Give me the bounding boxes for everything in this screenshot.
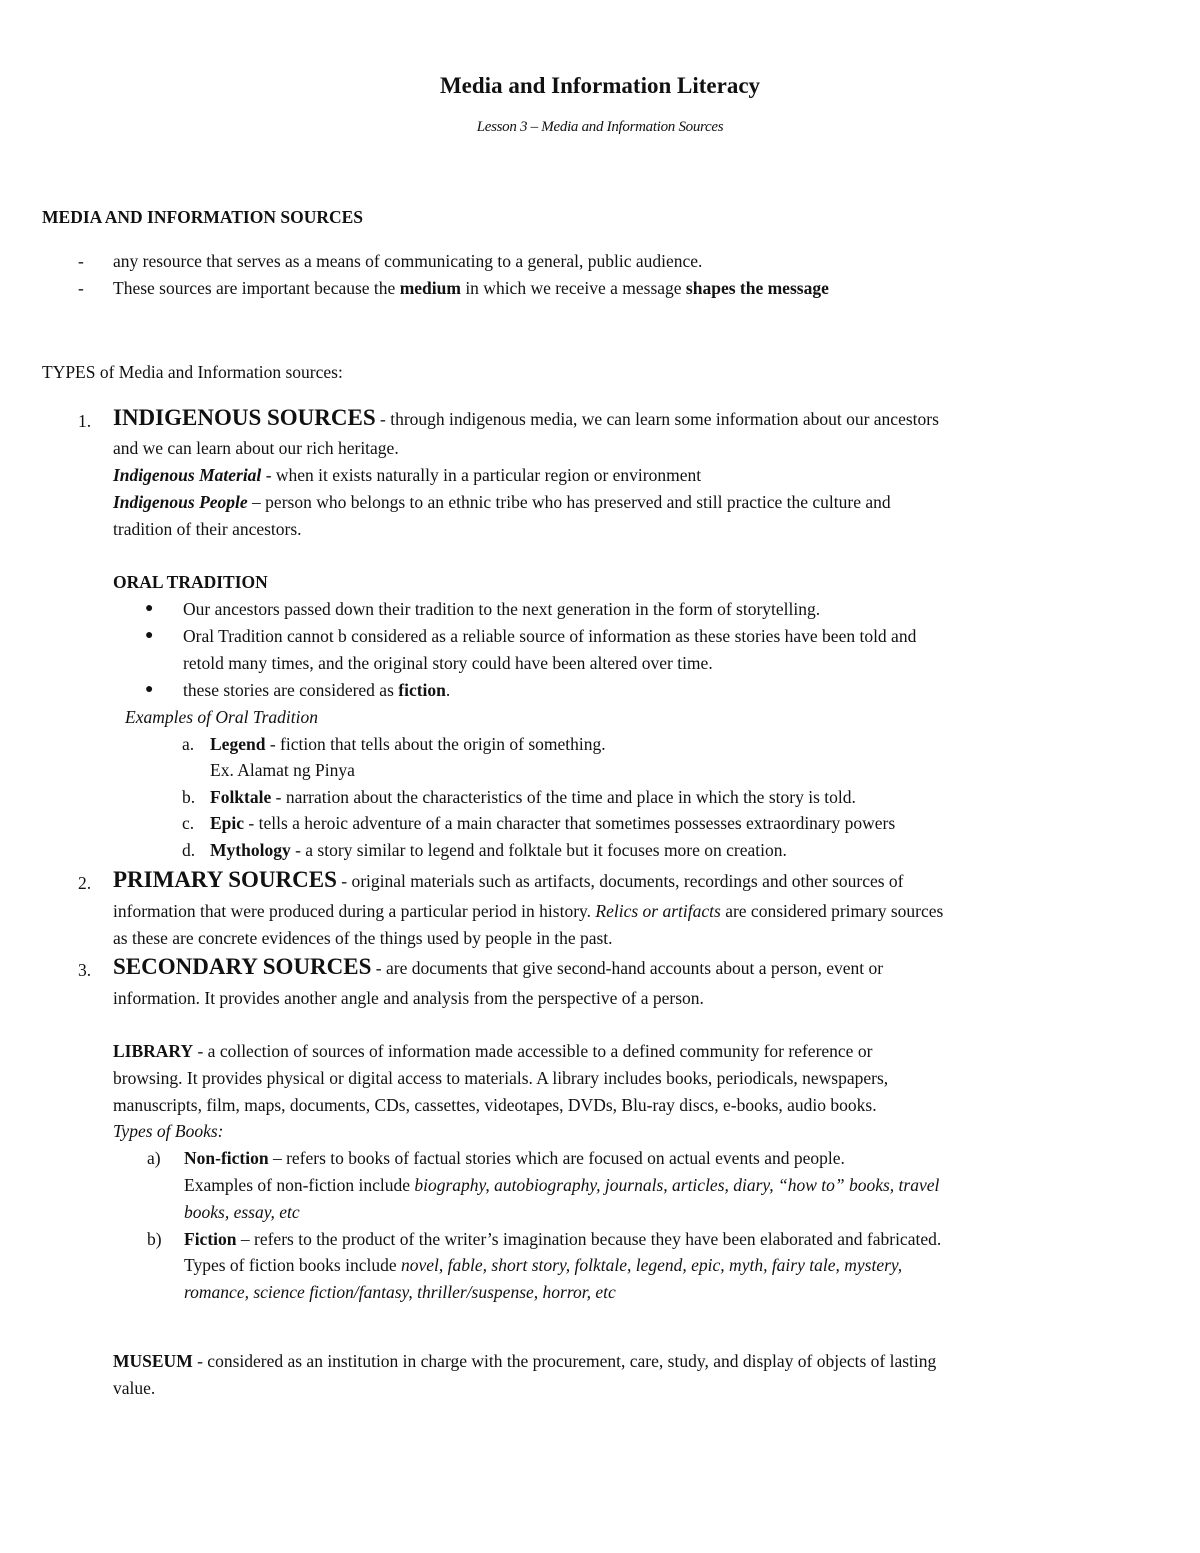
text-fragment: .	[445, 680, 451, 700]
term-label: Indigenous Material	[113, 465, 262, 485]
types-heading: TYPES of Media and Information sources:	[42, 362, 343, 382]
source-type-title: PRIMARY SOURCES	[113, 867, 337, 892]
text-fragment: – person who belongs to an ethnic tribe who has preserved and still practice the culture and	[247, 492, 891, 512]
text-fragment: - fiction that tells about the origin of something.	[265, 734, 606, 754]
term-label: MUSEUM	[113, 1351, 193, 1371]
nonfiction-line-3: books, essay, etc	[184, 1202, 300, 1222]
oral-bullet-3	[183, 680, 450, 701]
examples-heading: Examples of Oral Tradition	[125, 707, 318, 727]
bullet-marker: ●	[145, 601, 154, 616]
nonfiction-line-1	[184, 1148, 845, 1169]
definition-line: any resource that serves as a means of communicating to a general, public audience.	[113, 251, 703, 271]
secondary-line-1	[113, 953, 883, 981]
text-emphasis: novel, fable, short story, folktale, legend, epic, myth, fairy tale, mystery,	[401, 1255, 903, 1275]
term-label: Legend	[210, 734, 266, 754]
nonfiction-line-2	[184, 1175, 939, 1196]
text-emphasis: shapes the message	[685, 278, 829, 298]
term-label: Non-fiction	[184, 1148, 269, 1168]
source-type-title: INDIGENOUS SOURCES	[113, 405, 376, 430]
oral-example-mythology	[210, 840, 787, 861]
text-fragment: - original materials such as artifacts, documents, recordings and other sources of	[336, 871, 904, 891]
list-letter: a)	[147, 1148, 161, 1168]
oral-example-legend	[210, 734, 606, 755]
text-fragment: - a story similar to legend and folktale but it focuses more on creation.	[290, 840, 787, 860]
text-fragment: - when it exists naturally in a particular region or environment	[261, 465, 702, 485]
section-heading: MEDIA AND INFORMATION SOURCES	[42, 207, 364, 227]
text-fragment: These sources are important because the	[113, 278, 400, 298]
list-letter: b)	[147, 1229, 162, 1249]
list-letter: a.	[182, 734, 195, 754]
text-fragment: are considered primary sources	[720, 901, 944, 921]
library-line-1	[113, 1041, 872, 1062]
museum-line-1	[113, 1351, 936, 1372]
list-letter: c.	[182, 813, 195, 833]
oral-tradition-heading: ORAL TRADITION	[113, 572, 268, 592]
fiction-line-2	[184, 1255, 902, 1276]
indigenous-material-line	[113, 465, 701, 486]
term-label: Indigenous People	[113, 492, 248, 512]
text-fragment: Examples of non-fiction include	[184, 1175, 415, 1195]
text-emphasis: medium	[399, 278, 461, 298]
bullet-marker: ●	[145, 682, 154, 697]
text-fragment: - tells a heroic adventure of a main character that sometimes possesses extraordinary powers	[244, 813, 896, 833]
fiction-line-1	[184, 1229, 941, 1250]
list-number: 3.	[78, 960, 92, 980]
document-subtitle: Lesson 3 – Media and Information Sources	[476, 119, 724, 135]
dash-marker: -	[78, 251, 84, 271]
term-label: Epic	[210, 813, 245, 833]
oral-bullet-2: Oral Tradition cannot b considered as a reliable source of information as these stories have been told and	[183, 626, 917, 646]
importance-line	[113, 278, 829, 299]
secondary-line-2: information. It provides another angle and analysis from the perspective of a person.	[113, 988, 704, 1008]
term-label: Mythology	[210, 840, 291, 860]
list-letter: b.	[182, 787, 196, 807]
text-fragment: – refers to the product of the writer’s imagination because they have been elaborated and fabricated.	[236, 1229, 942, 1249]
list-number: 1.	[78, 411, 92, 431]
text-fragment: - narration about the characteristics of the time and place in which the story is told.	[271, 787, 856, 807]
types-of-books-heading: Types of Books:	[113, 1121, 224, 1141]
list-number: 2.	[78, 873, 92, 893]
oral-bullet-2-cont: retold many times, and the original story could have been altered over time.	[183, 653, 713, 673]
oral-bullet-1: Our ancestors passed down their tradition to the next generation in the form of storytelling.	[183, 599, 821, 619]
text-emphasis: Relics or artifacts	[595, 901, 721, 921]
text-fragment: - considered as an institution in charge with the procurement, care, study, and display of objects of lasting	[192, 1351, 937, 1371]
fiction-line-3: romance, science fiction/fantasy, thriller/suspense, horror, etc	[184, 1282, 616, 1302]
museum-line-2: value.	[113, 1378, 156, 1398]
legend-example: Ex. Alamat ng Pinya	[210, 760, 355, 780]
source-type-title: SECONDARY SOURCES	[113, 954, 372, 979]
term-label: Fiction	[184, 1229, 237, 1249]
term-label: Folktale	[210, 787, 272, 807]
oral-example-epic	[210, 813, 895, 834]
text-fragment: these stories are considered as	[183, 680, 399, 700]
text-fragment: - a collection of sources of information made accessible to a defined community for reference or	[193, 1041, 873, 1061]
text-fragment: Types of fiction books include	[184, 1255, 401, 1275]
indigenous-people-line	[113, 492, 891, 513]
primary-line-3: as these are concrete evidences of the things used by people in the past.	[113, 928, 613, 948]
text-fragment: - through indigenous media, we can learn some information about our ancestors	[375, 409, 939, 429]
bullet-marker: ●	[145, 628, 154, 643]
text-emphasis: biography, autobiography, journals, articles, diary, “how to” books, travel	[414, 1175, 940, 1195]
primary-line-1	[113, 866, 904, 894]
document-title: Media and Information Literacy	[439, 73, 761, 98]
text-fragment: information that were produced during a particular period in history.	[113, 901, 596, 921]
text-emphasis: fiction	[398, 680, 446, 700]
text-fragment: in which we receive a message	[460, 278, 686, 298]
indigenous-people-line-2: tradition of their ancestors.	[113, 519, 302, 539]
oral-example-folktale	[210, 787, 856, 808]
text-fragment: – refers to books of factual stories which are focused on actual events and people.	[268, 1148, 845, 1168]
indigenous-line-1	[113, 404, 939, 432]
text-fragment: - are documents that give second-hand accounts about a person, event or	[371, 958, 884, 978]
library-line-3: manuscripts, film, maps, documents, CDs, cassettes, videotapes, DVDs, Blu-ray discs, e-books, audio books.	[113, 1095, 877, 1115]
dash-marker: -	[78, 278, 84, 298]
primary-line-2	[113, 901, 943, 922]
indigenous-line-2: and we can learn about our rich heritage.	[113, 438, 399, 458]
list-letter: d.	[182, 840, 196, 860]
library-line-2: browsing. It provides physical or digital access to materials. A library includes books, periodicals, newspapers,	[113, 1068, 889, 1088]
term-label: LIBRARY	[113, 1041, 194, 1061]
